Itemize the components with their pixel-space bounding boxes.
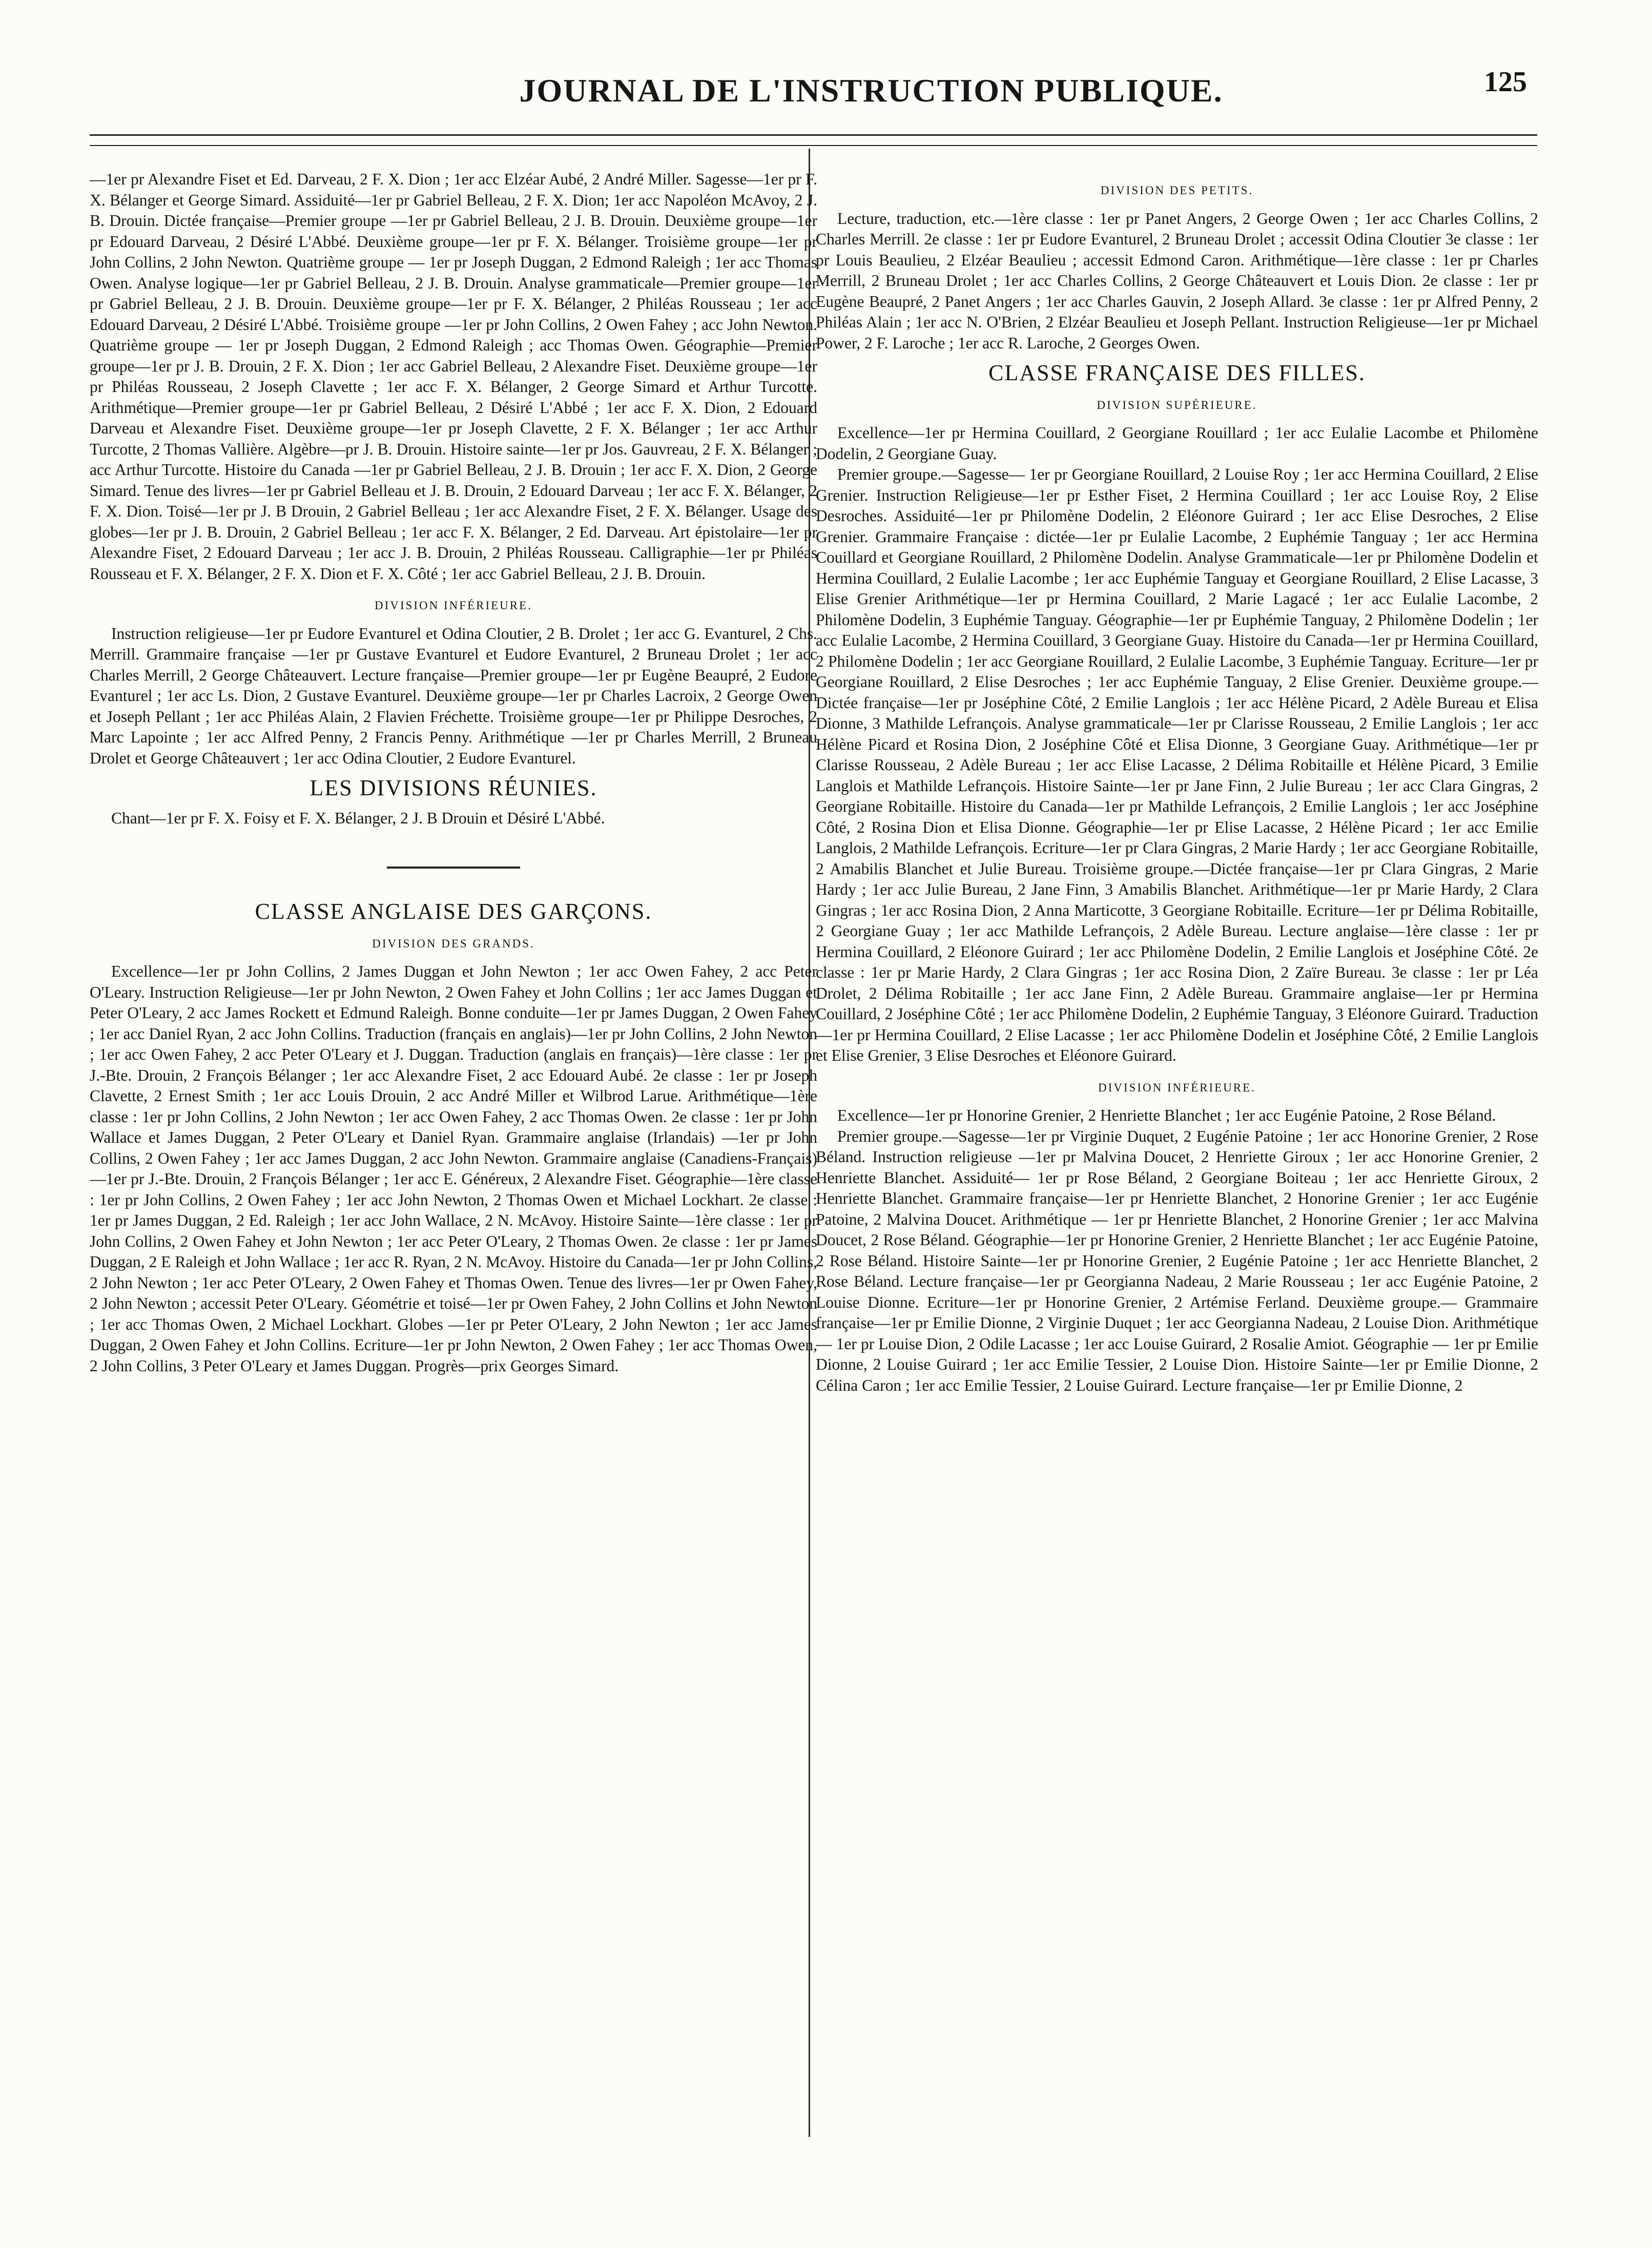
header-rule [90, 134, 1537, 146]
section-subheading: DIVISION DES PETITS. [1100, 184, 1254, 197]
section-subheading: DIVISION DES GRANDS. [372, 937, 535, 950]
paragraph: Premier groupe.—Sagesse—1er pr Virginie Duquet, 2 Eugénie Patoine ; 1er acc Honorine Grenier, 2 Rose Béland. Instruction religieuse —1er pr Malvina Doucet, 2 Henriette Giroux ; 1er acc Honorine Grenier, 2 Henriette Blanchet. Assiduité— 1er pr Rose Béland, 2 Georgiane Boiteau ; 1er acc Henriette Giroux, 2 Henriette Blanchet. Grammaire française—1er pr Henriette Blanchet, 2 Honorine Grenier ; 1er acc Eugénie Patoine, 2 Malvina Doucet. Arithmétique — 1er pr Henriette Blanchet, 2 Honorine Grenier ; 1er acc Malvina Doucet, 2 Rose Béland. Géographie—1er pr Honorine Grenier, 2 Henriette Blanchet ; 1er acc Eugénie Patoine, 2 Rose Béland. Histoire Sainte—1er pr Honorine Grenier, 2 Eugénie Patoine ; 1er acc Henriette Blanchet, 2 Rose Béland. Lecture française—1er pr Georgianna Nadeau, 2 Marie Rousseau ; 1er acc Eugénie Patoine, 2 Louise Dionne. Ecriture—1er pr Honorine Grenier, 2 Artémise Ferland. Deuxième groupe.— Grammaire française—1er pr Emilie Dionne, 2 Virginie Duquet ; 1er acc Georgianna Nadeau, 2 Louise Dion. Arithmétique— 1er pr Louise Dion, 2 Odile Lacasse ; 1er acc Louise Guirard, 2 Rosalie Amiot. Géographie — 1er pr Emilie Dionne, 2 Louise Guirard ; 1er acc Emilie Tessier, 2 Louise Dion. Histoire Sainte—1er pr Emilie Dionne, 2 Célina Caron ; 1er acc Emilie Tessier, 2 Louise Guirard. Lecture française—1er pr Emilie Dionne, 2 [816, 1127, 1538, 1394]
paragraph: Chant—1er pr F. X. Foisy et F. X. Bélanger, 2 J. B Drouin et Désiré L'Abbé. [111, 809, 605, 827]
running-title: JOURNAL DE L'INSTRUCTION PUBLIQUE. [519, 72, 1223, 109]
continued-paragraph: —1er pr Alexandre Fiset et Ed. Darveau, 2 F. X. Dion ; 1er acc Elzéar Aubé, 2 André Miller. Sagesse—1er pr F. X. Bélanger et George Simard. Assiduité—1er pr Gabriel Belleau, 2 F. X. Dion; 1er acc Napoléon McAvoy, 2 J. B. Drouin. Dictée française—Premier groupe —1er pr Gabriel Belleau, 2 J. B. Drouin. Deuxième groupe—1er pr Edouard Darveau, 2 Désiré L'Abbé. Deuxième groupe—1er pr F. X. Bélanger. Troisième groupe—1er pr John Collins, 2 John Newton. Quatrième groupe — 1er pr Joseph Duggan, 2 Edmond Raleigh ; 1er acc Thomas Owen. Analyse logique—1er pr Gabriel Belleau, 2 J. B. Drouin. Analyse grammaticale—Premier groupe—1er pr Gabriel Belleau, 2 J. B. Drouin. Deuxième groupe—1er pr F. X. Bélanger, 2 Philéas Rousseau ; 1er acc Edouard Darveau, 2 Désiré L'Abbé. Troisième groupe —1er pr John Collins, 2 Owen Fahey ; acc John Newton. Quatrième groupe — 1er pr Joseph Duggan, 2 Edmond Raleigh ; acc Thomas Owen. Géographie—Premier groupe—1er pr J. B. Drouin, 2 F. X. Dion ; 1er acc Gabriel Belleau, 2 Alexandre Fiset. Deuxième groupe—1er pr Philéas Rousseau, 2 Joseph Clavette ; 1er acc F. X. Bélanger, 2 George Simard et Arthur Turcotte. Arithmétique—Premier groupe—1er pr Gabriel Belleau, 2 Désiré L'Abbé ; 1er acc F. X. Dion, 2 Edouard Darveau et Alexandre Fiset. Deuxième groupe—1er pr Joseph Clavette, 2 F. X. Bélanger ; 1er acc Arthur Turcotte, 2 Thomas Vallière. Algèbre—pr J. B. Drouin. Histoire sainte—1er pr Jos. Gauvreau, 2 F. X. Bélanger ; acc Arthur Turcotte. Histoire du Canada —1er pr Gabriel Belleau, 2 J. B. Drouin ; 1er acc F. X. Dion, 2 George Simard. Tenue des livres—1er pr Gabriel Belleau et J. B. Drouin, 2 Edouard Darveau ; 1er acc F. X. Bélanger, 2 F. X. Dion. Toisé—1er pr J. B Drouin, 2 Gabriel Belleau ; 1er acc Alexandre Fiset, 2 F. X. Bélanger. Usage des globes—1er pr J. B. Drouin, 2 Gabriel Belleau ; 1er acc F. X. Bélanger, 2 Ed. Darveau. Art épistolaire—1er pr Alexandre Fiset, 2 Edouard Darveau ; 1er acc J. B. Drouin, 2 Philéas Rousseau. Calligraphie—1er pr Philéas Rousseau et F. X. Bélanger, 2 F. X. Dion et F. X. Côté ; 1er acc Gabriel Belleau, 2 J. B. Drouin. [90, 170, 817, 583]
paragraph: Premier groupe.—Sagesse— 1er pr Georgiane Rouillard, 2 Louise Roy ; 1er acc Hermina Couillard, 2 Elise Grenier. Instruction Religieuse—1er pr Esther Fiset, 2 Hermina Couillard ; 1er acc Louise Roy, 2 Elise Desroches. Assiduité—1er pr Philomène Dodelin, 2 Eléonore Guirard ; 1er acc Elise Desroches, 2 Elise Grenier. Grammaire Française : dictée—1er pr Eulalie Lacombe, 2 Euphémie Tanguay ; 1er acc Hermina Couillard et Georgiane Rouillard, 2 Philomène Dodelin. Analyse Grammaticale—1er pr Philomène Dodelin et Hermina Couillard, 2 Eulalie Lacombe ; 1er acc Euphémie Tanguay et Georgiane Rouillard, 2 Elise Lacasse, 3 Elise Grenier Arithmétique—1er pr Hermina Couillard, 2 Marie Lagacé ; 1er acc Eulalie Lacombe, 2 Philomène Dodelin, 3 Euphémie Tanguay. Géographie—1er pr Euphémie Tanguay, 2 Philomène Dodelin ; 1er acc Eulalie Lacombe, 2 Hermina Couillard, 3 Georgiane Guay. Histoire du Canada—1er pr Hermina Couillard, 2 Philomène Dodelin ; 1er acc Georgiane Rouillard, 2 Eulalie Lacombe, 3 Euphémie Tanguay. Ecriture—1er pr Georgiane Rouillard, 2 Elise Desroches ; 1er acc Euphémie Tanguay, 2 Elise Grenier. Deuxième groupe.—Dictée française—1er pr Joséphine Côté, 2 Emilie Langlois ; 1er acc Hélène Picard, 2 Adèle Bureau et Elisa Dionne, 3 Mathilde Lefrançois. Analyse grammaticale—1er pr Clarisse Rousseau, 2 Emilie Langlois ; 1er acc Hélène Picard et Rosina Dion, 2 Joséphine Côté et Elisa Dionne, 3 Georgiane Guay. Arithmétique—1er pr Clarisse Rousseau, 2 Adèle Bureau ; 1er acc Elise Lacasse, 2 Délima Robitaille et Hélène Picard, 3 Emilie Langlois et Mathilde Lefrançois. Histoire Sainte—1er pr Jane Finn, 2 Julie Bureau ; 1er acc Clara Gingras, 2 Georgiane Robitaille. Histoire du Canada—1er pr Mathilde Lefrançois, 2 Emilie Langlois ; 1er acc Joséphine Côté, 2 Rosina Dion et Elisa Dionne. Géographie—1er pr Elise Lacasse, 2 Hélène Picard ; 1er acc Emilie Langlois, 2 Mathilde Lefrançois. Ecriture—1er pr Clara Gingras, 2 Marie Hardy ; 1er acc Georgiane Robitaille, 2 Amabilis Blanchet et Julie Bureau. Troisième groupe.—Dictée française—1er pr Clara Gingras, 2 Marie Hardy ; 1er acc Julie Bureau, 2 Jane Finn, 3 Amabilis Blanchet. Arithmétique—1er pr Marie Hardy, 2 Clara Gingras ; 1er acc Rosina Dion, 2 Anna Marticotte, 3 Georgiane Robitaille. Ecriture—1er pr Délima Robitaille, 2 Georgiane Guay ; 1er acc Mathilde Lefrançois, 2 Adèle Bureau. Lecture anglaise—1ère classe : 1er pr Hermina Couillard, 2 Eléonore Guirard ; 1er acc Philomène Dodelin, 2 Emilie Langlois et Joséphine Côté. 2e classe : 1er pr Marie Hardy, 2 Clara Gingras ; 1er acc Rosina Dion, 2 Zaïre Bureau. 3e classe : 1er pr Léa Drolet, 2 Délima Robitaille ; 1er acc Jane Finn, 2 Adèle Bureau. Grammaire anglaise—1er pr Hermina Couillard, 2 Joséphine Côté ; 1er acc Philomène Dodelin, 2 Euphémie Tanguay, 3 Eléonore Guirard. Traduction—1er pr Hermina Couillard, 2 Elise Lacasse ; 1er acc Philomène Dodelin et Joséphine Côté, 2 Emilie Langlois et Elise Grenier, 3 Elise Desroches et Eléonore Guirard. [816, 465, 1538, 1064]
section-separator [387, 867, 520, 869]
paragraph: Instruction religieuse—1er pr Eudore Evanturel et Odina Cloutier, 2 B. Drolet ; 1er acc G. Evanturel, 2 Chs. Merrill. Grammaire française —1er pr Gustave Evanturel et Eudore Evanturel, 2 Bruneau Drolet ; 1er acc Charles Merrill, 2 George Châteauvert. Lecture française—Premier groupe—1er pr Eugène Beaupré, 2 Eudore Evanturel ; 1er acc Ls. Dion, 2 Gustave Evanturel. Deuxième groupe—1er pr Charles Lacroix, 2 George Owen et Joseph Pellant ; 1er acc Philéas Alain, 2 Flavien Fréchette. Troisième groupe—1er pr Philippe Desroches, 2 Marc Lapointe ; 1er acc Alfred Penny, 2 Francis Penny. Arithmétique —1er pr Charles Merrill, 2 Bruneau Drolet et George Châteauvert ; 1er acc Odina Cloutier, 2 Eudore Evanturel. [90, 624, 817, 767]
paragraph: Excellence—1er pr Hermina Couillard, 2 Georgiane Rouillard ; 1er acc Eulalie Lacombe et Philomène Dodelin, 2 Georgiane Guay. [816, 424, 1538, 463]
right-column [816, 169, 1538, 2137]
section-subheading: DIVISION INFÉRIEURE. [375, 599, 532, 612]
paragraph: Excellence—1er pr John Collins, 2 James Duggan et John Newton ; 1er acc Owen Fahey, 2 acc Peter O'Leary. Instruction Religieuse—1er pr John Newton, 2 Owen Fahey et John Collins ; 1er acc James Duggan et Peter O'Leary, 2 acc James Rockett et Edmund Raleigh. Bonne conduite—1er pr James Duggan, 2 Owen Fahey ; 1er acc Daniel Ryan, 2 acc John Collins. Traduction (français en anglais)—1er pr John Collins, 2 John Newton ; 1er acc Owen Fahey, 2 acc Peter O'Leary et J. Duggan. Traduction (anglais en français)—1ère classe : 1er pr J.-Bte. Drouin, 2 François Bélanger ; 1er acc Alexandre Fiset, 2 acc Edouard Aubé. 2e classe : 1er pr Joseph Clavette, 2 Ernest Smith ; 1er acc Louis Drouin, 2 acc André Miller et Wilbrod Larue. Arithmétique—1ère classe : 1er pr John Collins, 2 John Newton ; 1er acc Owen Fahey, 2 acc Thomas Owen. 2e classe : 1er pr John Wallace et James Duggan, 2 Peter O'Leary et Daniel Ryan. Grammaire anglaise (Irlandais) —1er pr John Collins, 2 Owen Fahey ; 1er acc James Duggan, 2 acc John Newton. Grammaire anglaise (Canadiens-Français)—1er pr J.-Bte. Drouin, 2 François Bélanger ; 1er acc E. Généreux, 2 Alexandre Fiset. Géographie—1ère classe : 1er pr John Collins, 2 Owen Fahey ; 1er acc John Newton, 2 Thomas Owen et Michael Lockhart. 2e classe : 1er pr James Duggan, 2 Ed. Raleigh ; 1er acc John Wallace, 2 N. McAvoy. Histoire Sainte—1ère classe : 1er pr John Collins, 2 Owen Fahey et John Newton ; 1er acc Peter O'Leary, 2 Thomas Owen. 2e classe : 1er pr James Duggan, 2 E Raleigh et John Wallace ; 1er acc R. Ryan, 2 N. McAvoy. Histoire du Canada—1er pr John Collins, 2 John Newton ; 1er acc Peter O'Leary, 2 Owen Fahey et Thomas Owen. Tenue des livres—1er pr Owen Fahey, 2 John Newton ; accessit Peter O'Leary. Géométrie et toisé—1er pr Owen Fahey, 2 John Collins et John Newton ; 1er acc Thomas Owen, 2 Michael Lockhart. Globes —1er pr Peter O'Leary, 2 John Newton ; 1er acc James Duggan, 2 Owen Fahey et John Collins. Ecriture—1er pr John Newton, 2 Owen Fahey ; 1er acc Thomas Owen, 2 John Collins, 3 Peter O'Leary et James Duggan. Progrès—prix Georges Simard. [90, 962, 817, 1375]
left-column [90, 169, 817, 2137]
section-heading: LES DIVISIONS RÉUNIES. [309, 775, 597, 800]
paragraph: Lecture, traduction, etc.—1ère classe : 1er pr Panet Angers, 2 George Owen ; 1er acc Charles Collins, 2 Charles Merrill. 2e classe : 1er pr Eudore Evanturel, 2 Bruneau Drolet ; accessit Odina Cloutier 3e classe : 1er pr Louis Beaulieu, 2 Elzéar Beaulieu ; accessit Edmond Caron. Arithmétique—1ère classe : 1er pr Charles Merrill, 2 Bruneau Drolet ; 1er acc Charles Collins, 2 George Châteauvert et Louis Dion. 2e classe : 1er pr Eugène Beaupré, 2 Panet Angers ; 1er acc Charles Gauvin, 2 Joseph Allard. 3e classe : 1er pr Alfred Penny, 2 Philéas Alain ; 1er acc N. O'Brien, 2 Elzéar Beaulieu et Joseph Pellant. Instruction Religieuse—1er pr Michael Power, 2 F. Laroche ; 1er acc R. Laroche, 2 Georges Owen. [816, 209, 1538, 352]
section-heading: CLASSE ANGLAISE DES GARÇONS. [255, 899, 652, 924]
paragraph: Excellence—1er pr Honorine Grenier, 2 Henriette Blanchet ; 1er acc Eugénie Patoine, 2 Rose Béland. [837, 1106, 1496, 1124]
section-heading: CLASSE FRANÇAISE DES FILLES. [988, 360, 1366, 385]
section-subheading: DIVISION INFÉRIEURE. [1098, 1081, 1256, 1094]
page-number: 125 [1484, 66, 1527, 98]
section-subheading: DIVISION SUPÉRIEURE. [1097, 398, 1257, 411]
